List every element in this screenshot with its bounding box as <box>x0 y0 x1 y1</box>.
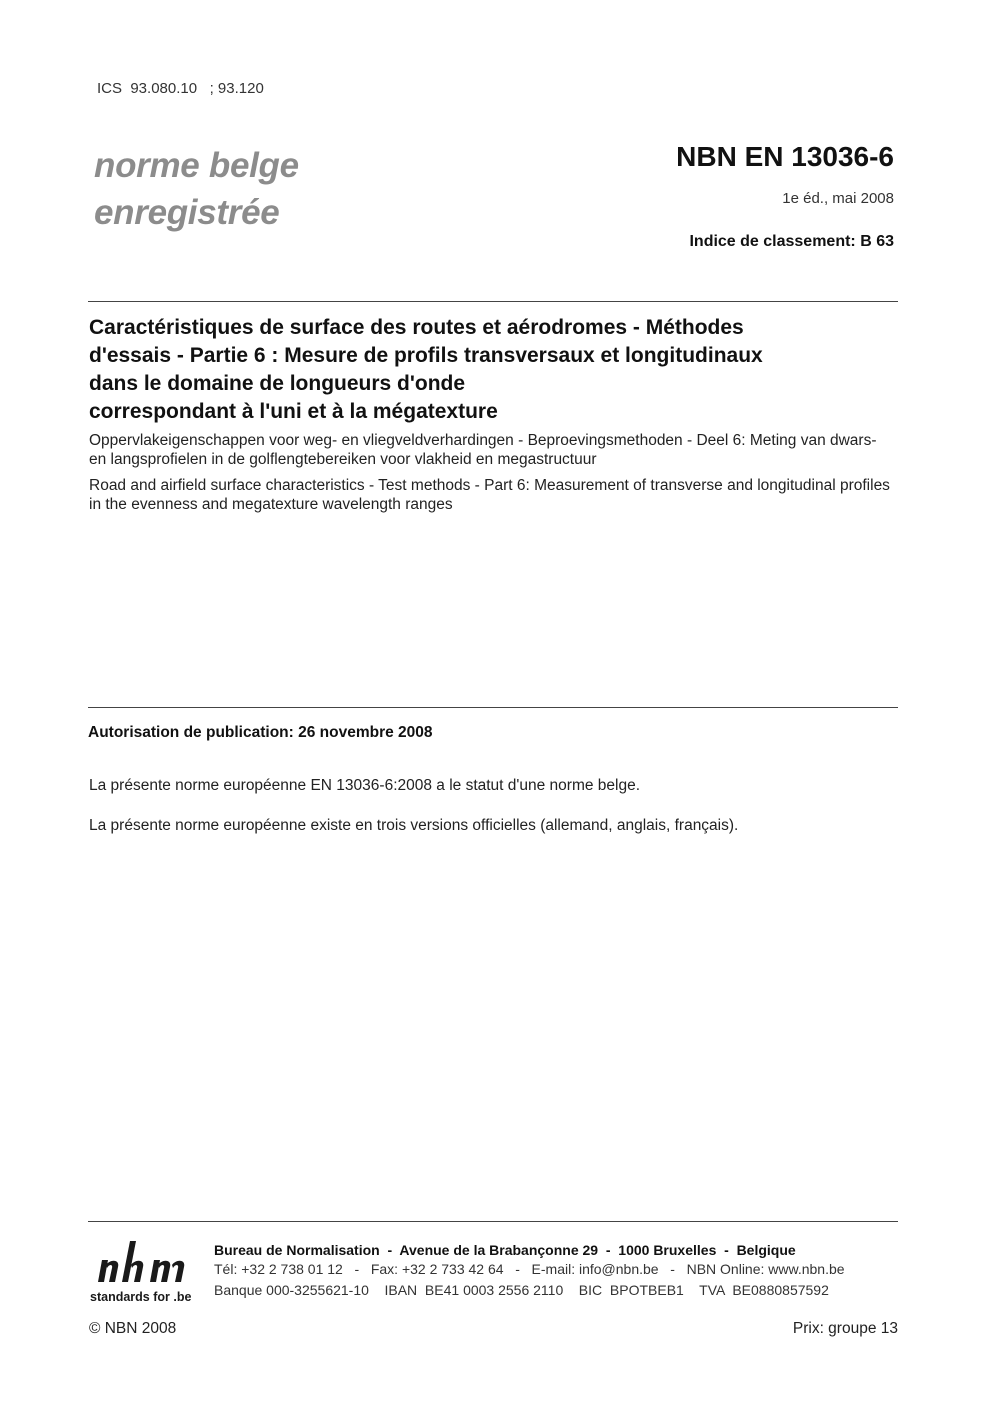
logo-tagline: standards for .be <box>90 1290 192 1304</box>
title-english: Road and airfield surface characteristics - Test methods - Part 6: Measurement of transverse and longitudinal profiles in the evenness and megatexture wavelength ranges <box>89 477 890 513</box>
footer-address: Bureau de Normalisation - Avenue de la Brabançonne 29 - 1000 Bruxelles - Belgique <box>214 1242 796 1258</box>
footer-contact: Tél: +32 2 738 01 12 - Fax: +32 2 733 42 64 - E-mail: info@nbn.be - NBN Online: www.nbn.be <box>214 1261 845 1277</box>
brand-line-1: norme belge <box>94 146 299 185</box>
publication-authorization: Autorisation de publication: 26 novembre 2008 <box>88 724 433 741</box>
nbn-logo <box>90 1235 202 1305</box>
footer-bank: Banque 000-3255621-10 IBAN BE41 0003 2556 2110 BIC BPOTBEB1 TVA BE0880857592 <box>214 1282 829 1298</box>
divider-footer <box>88 1221 898 1222</box>
brand-line-2: enregistrée <box>94 193 280 232</box>
title-french-line: dans le domaine de longueurs d'onde <box>89 372 466 395</box>
divider-middle <box>88 707 898 708</box>
status-paragraph: La présente norme européenne EN 13036-6:2008 a le statut d'une norme belge. <box>89 777 641 794</box>
divider-top <box>88 301 898 302</box>
title-dutch: Oppervlakeigenschappen voor weg- en vliegveldverhardingen - Beproevingsmethoden - Deel 6: Meting van dwars- en langsprofielen in de golflengtebereiken voor vlakheid en megastructuur <box>89 432 877 468</box>
ics-code: ICS 93.080.10 ; 93.120 <box>97 80 264 97</box>
title-french <box>89 314 889 426</box>
brand-title <box>94 142 299 236</box>
copyright: © NBN 2008 <box>89 1320 177 1337</box>
versions-paragraph: La présente norme européenne existe en trois versions officielles (allemand, anglais, français). <box>89 817 739 834</box>
edition-date: 1e éd., mai 2008 <box>782 190 894 207</box>
title-french-line: correspondant à l'uni et à la mégatexture <box>89 400 498 423</box>
nbn-logo-icon <box>90 1235 202 1305</box>
price-group: Prix: groupe 13 <box>792 1320 898 1337</box>
title-french-line: Caractéristiques de surface des routes et aérodromes - Méthodes <box>89 316 744 339</box>
classification-index: Indice de classement: B 63 <box>689 233 894 250</box>
standard-number: NBN EN 13036-6 <box>676 141 894 172</box>
title-french-line: d'essais - Partie 6 : Mesure de profils transversaux et longitudinaux <box>89 344 763 367</box>
